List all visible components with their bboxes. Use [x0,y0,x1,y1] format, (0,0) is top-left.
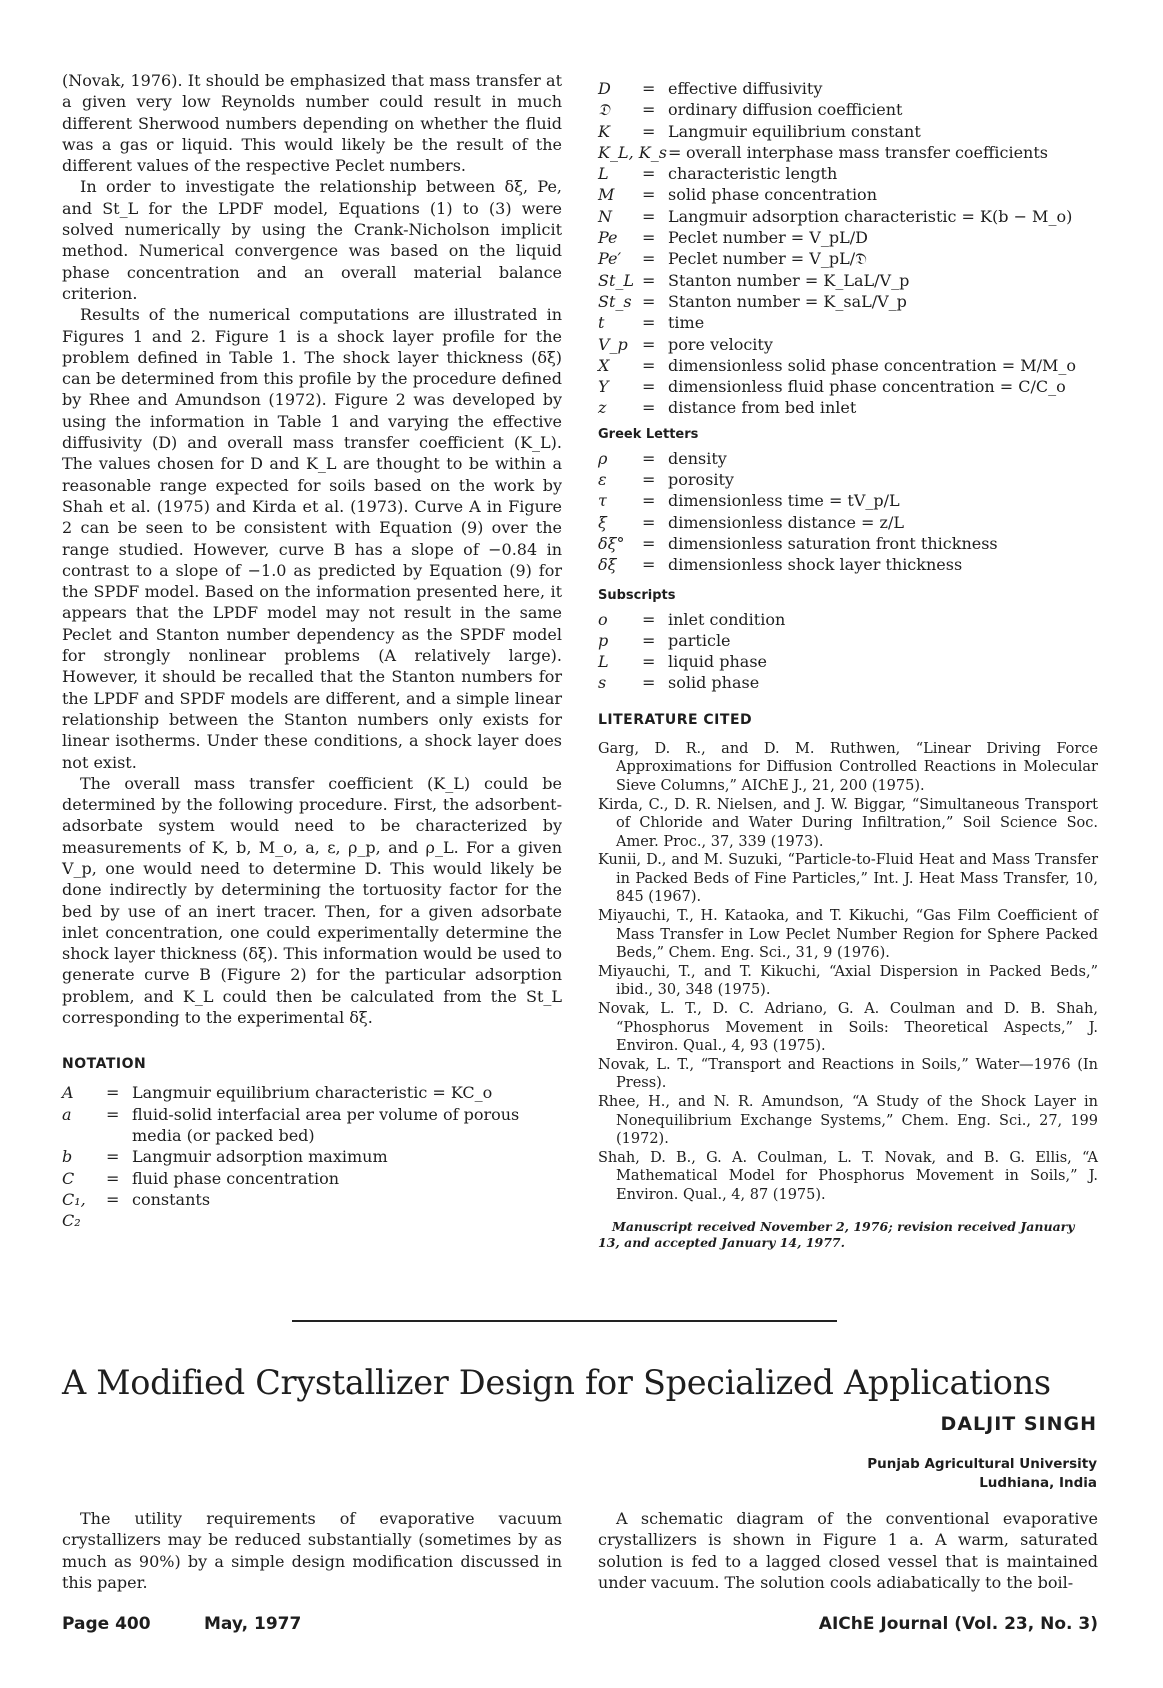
reference-item: Garg, D. R., and D. M. Ruthwen, “Linear Driving Force Approximations for Diffusion Controlled Reactions in Molecular Sieve Columns,” AIChE J., 21, 200 (1975). [598,740,1098,794]
notation-item [598,376,1098,397]
notation-symbol: D [598,79,611,98]
equals-sign: = [642,377,656,397]
affiliation-university: Punjab Agricultural University [867,1456,1097,1472]
notation-item [598,630,1098,651]
notation-item [598,206,1098,227]
notation-definition: effective diffusivity [668,79,823,98]
notation-symbol: p [598,630,609,650]
equals-sign: = [642,533,656,553]
equals-sign: = [642,355,656,375]
notation-item [598,248,1098,269]
notation-symbol: s [598,673,607,693]
notation-item [598,142,1098,163]
notation-item [62,1082,562,1103]
notation-item [598,99,1098,120]
notation-definition: constants [132,1189,211,1209]
equals-sign: = [642,512,656,532]
reference-item: Rhee, H., and N. R. Amundson, “A Study of the Shock Layer in Nonequilibrium Exchange Systems,” Chem. Eng. Sci., 27, 199 (1972). [598,1094,1098,1148]
greek-letters-list [598,448,1098,576]
notation-item [598,227,1098,248]
notation-list-right [598,78,1098,419]
notation-item [598,533,1098,554]
notation-item [62,1146,562,1167]
notation-symbol: Pe′ [598,249,622,269]
notation-item [62,1168,562,1189]
notation-definition: dimensionless shock layer thickness [668,555,963,575]
notation-symbol: δξ° [598,533,625,553]
greek-letters-heading: Greek Letters [598,426,699,442]
notation-symbol: Pe [598,228,618,248]
notation-symbol: t [598,313,605,333]
notation-symbol: C [62,1168,75,1188]
notation-definition: Stanton number = K_LaL/V_p [668,270,910,290]
reference-item: Novak, L. T., “Transport and Reactions in Soils,” Water—1976 (In Press). [598,1056,1098,1092]
notation-symbol: X [598,355,610,375]
equals-sign: = [642,609,656,629]
notation-item [598,121,1098,142]
equals-sign: = [642,673,656,693]
notation-definition: overall interphase mass transfer coefficients [686,142,1048,162]
notation-symbol: δξ [598,555,617,575]
notation-item [598,397,1098,418]
literature-cited-heading: LITERATURE CITED [598,711,753,728]
issue-date: May, 1977 [204,1614,302,1634]
equals-sign: = [642,291,656,311]
notation-item [598,490,1098,511]
notation-item [598,355,1098,376]
notation-item [598,609,1098,630]
reference-item: Kirda, C., D. R. Nielsen, and J. W. Biggar, “Simultaneous Transport of Chloride and Water During Infiltration,” Soil Science Soc. Amer. Proc., 37, 339 (1973). [598,796,1098,850]
reference-item: Novak, L. T., D. C. Adriano, G. A. Coulman and D. B. Shah, “Phosphorus Movement in Soils: Theoretical Aspects,” J. Environ. Qual., 4, 93 (1975). [598,1001,1098,1055]
notation-item [598,163,1098,184]
notation-definition: Stanton number = K_saL/V_p [668,291,907,311]
notation-item [598,184,1098,205]
notation-definition: dimensionless fluid phase concentration = C/C_o [668,377,1066,397]
body-paragraph: In order to investigate the relationship between δξ, Pe, and St_L for the LPDF model, Equations (1) to (3) were solved numerically by using the Crank-Nicholson implicit method. Numerical convergence was based on the liquid phase concentration and an overall material balance criterion. [62,177,562,303]
equals-sign: = [106,1147,120,1167]
equals-sign: = [642,249,656,269]
notation-definition: inlet condition [668,609,786,629]
notation-definition: dimensionless saturation front thickness [668,533,998,553]
subscripts-heading: Subscripts [598,587,676,603]
notation-item [62,1189,562,1232]
notation-definition: solid phase concentration [668,185,877,205]
journal-citation: AIChE Journal (Vol. 23, No. 3) [818,1614,1098,1634]
notation-symbol: Y [598,377,609,397]
equals-sign: = [642,630,656,650]
notation-symbol: L [598,652,609,672]
notation-symbol: ε [598,470,607,490]
manuscript-note: Manuscript received November 2, 1976; revision received January 13, and accepted January 14, 1977. [598,1218,1075,1250]
reference-item: Miyauchi, T., H. Kataoka, and T. Kikuchi, “Gas Film Coefficient of Mass Transfer in Low Peclet Number Region for Sphere Packed Beds,” Chem. Eng. Sci., 31, 9 (1976). [598,908,1098,962]
affiliation-city: Ludhiana, India [979,1475,1097,1491]
notation-definition: dimensionless solid phase concentration = M/M_o [668,355,1077,375]
notation-symbol: τ [598,491,607,511]
notation-definition: fluid phase concentration [132,1168,340,1188]
left-column [62,70,562,1231]
equals-sign: = [642,79,656,98]
notation-symbol: A [62,1083,74,1103]
equals-sign: = [106,1104,120,1124]
notation-item [598,270,1098,291]
equals-sign: = [642,555,656,575]
notation-symbol: K [598,121,610,141]
equals-sign: = [642,448,656,468]
notation-definition: liquid phase [668,652,767,672]
notation-symbol: b [62,1147,73,1167]
equals-sign: = [668,142,682,162]
notation-definition: dimensionless distance = z/L [668,512,904,532]
notation-definition: Langmuir adsorption maximum [132,1147,388,1167]
equals-sign: = [642,228,656,248]
equals-sign: = [642,652,656,672]
notation-definition: Langmuir equilibrium constant [668,121,921,141]
equals-sign: = [642,470,656,490]
notation-item [598,448,1098,469]
notation-definition: pore velocity [668,334,773,354]
notation-symbol: ρ [598,448,608,468]
intro-text: A schematic diagram of the conventional evaporative crystallizers is shown in Figure 1 a. A warm, saturated solution is fed to a lagged closed vessel that is maintained under vacuum. The solution cools adiabatically to the boil- [598,1509,1098,1592]
notation-definition: density [668,448,727,468]
notation-symbol: a [62,1104,72,1124]
page-number: Page 400 [62,1614,151,1634]
right-column [598,78,1098,1251]
notation-item [598,651,1098,672]
author-name: DALJIT SINGH [940,1413,1097,1435]
equals-sign: = [642,185,656,205]
notation-item [598,291,1098,312]
notation-symbol: St_L [598,270,635,290]
equals-sign: = [642,100,656,120]
notation-list-left [62,1082,562,1231]
notation-item [598,334,1098,355]
notation-item [598,469,1098,490]
notation-definition: characteristic length [668,164,838,184]
page-footer [62,1614,1098,1640]
notation-symbol: o [598,609,608,629]
notation-item [598,312,1098,333]
equals-sign: = [642,491,656,511]
notation-symbol: M [598,185,615,205]
notation-definition: Peclet number = V_pL/𝔇 [668,249,867,269]
notation-definition: Peclet number = V_pL/D [668,228,868,248]
notation-definition: ordinary diffusion coefficient [668,100,903,120]
equals-sign: = [642,206,656,226]
notation-definition: particle [668,630,731,650]
notation-symbol: z [598,398,607,418]
notation-item [598,672,1098,693]
notation-definition: Langmuir equilibrium characteristic = KC_o [132,1083,493,1103]
reference-list [598,740,1098,1205]
reference-item: Miyauchi, T., and T. Kikuchi, “Axial Dispersion in Packed Beds,” ibid., 30, 348 (1975). [598,963,1098,999]
reference-item: Shah, D. B., G. A. Coulman, L. T. Novak, and B. G. Ellis, “A Mathematical Model for Phosphorus Movement in Soils,” J. Environ. Qual., 4, 87 (1975). [598,1149,1098,1203]
notation-symbol: K_L, K_s [598,142,667,162]
intro [598,1508,1098,1593]
notation-definition: distance from bed inlet [668,398,857,418]
notation-item [598,78,1098,99]
equals-sign: = [642,334,656,354]
notation-definition: porosity [668,470,734,490]
notation-item [598,554,1098,575]
notation-symbol: 𝔇 [598,100,610,120]
notation-item [62,1104,562,1147]
equals-sign: = [642,398,656,418]
notation-symbol: St_s [598,291,632,311]
equals-sign: = [642,164,656,184]
reference-item: Kunii, D., and M. Suzuki, “Particle-to-Fluid Heat and Mass Transfer in Packed Beds of Fine Particles,” Int. J. Heat Mass Transfer, 10, 845 (1967). [598,852,1098,906]
notation-symbol: N [598,206,612,226]
body-paragraph: (Novak, 1976). It should be emphasized that mass transfer at a given very low Reynolds number could result in much different Sherwood numbers depending on whether the fluid was a gas or liquid. This would likely be the result of the different values of the respective Peclet numbers. [62,71,562,176]
section-divider [292,1320,837,1322]
notation-symbol: ξ [598,512,607,532]
notation-definition: fluid-solid interfacial area per volume of porous media (or packed bed) [132,1104,520,1145]
equals-sign: = [106,1083,120,1103]
article-title: A Modified Crystallizer Design for Specialized Applications [62,1363,1051,1402]
abstract-text: The utility requirements of evaporative vacuum crystallizers may be reduced substantially (sometimes by as much as 90%) by a simple design modification discussed in this paper. [62,1509,562,1592]
body-paragraph: Results of the numerical computations are illustrated in Figures 1 and 2. Figure 1 is a shock layer profile for the problem defined in Table 1. The shock layer thickness (δξ) can be determined from this profile by the procedure defined by Rhee and Amundson (1972). Figure 2 was developed by using the information in Table 1 and varying the effective diffusivity (D) and overall mass transfer coefficient (K_L). The values chosen for D and K_L are thought to be within a reasonable range expected for soils based on the work by Shah et al. (1975) and Kirda et al. (1973). Curve A in Figure 2 can be seen to be consistent with Equation (9) over the range studied. However, curve B has a slope of −0.84 in contrast to a slope of −1.0 as predicted by Equation (9) for the SPDF model. Based on the information presented here, it appears that the LPDF model may not result in the same Peclet and Stanton number dependency as the SPDF model for strongly nonlinear problems (A relatively large). However, it should be recalled that the Stanton numbers for the LPDF and SPDF models are different, and a simple linear relationship between the Stanton numbers only exists for linear isotherms. Under these conditions, a shock layer does not exist. [62,305,562,772]
notation-item [598,512,1098,533]
subscripts-list [598,609,1098,694]
equals-sign: = [642,121,656,141]
body-paragraph: The overall mass transfer coefficient (K_L) could be determined by the following procedure. First, the adsorbent-adsorbate system would need to be characterized by measurements of K, b, M_o, a, ε, ρ_p, and ρ_L. For a given V_p, one would need to determine D. This would likely be done indirectly by determining the tortuosity factor for the bed by use of an inert tracer. Then, for a given adsorbate inlet concentration, one could experimentally determine the shock layer thickness (δξ). This information would be used to generate curve B (Figure 2) for the particular adsorption problem, and K_L could then be calculated from the St_L corresponding to the experimental δξ. [62,773,562,1028]
equals-sign: = [106,1189,120,1209]
equals-sign: = [642,270,656,290]
notation-symbol: L [598,164,609,184]
notation-definition: solid phase [668,673,760,693]
notation-heading: NOTATION [62,1056,147,1073]
author-affiliation [867,1455,1097,1493]
notation-definition: dimensionless time = tV_p/L [668,491,900,511]
notation-symbol: C₁, C₂ [62,1189,86,1231]
abstract [62,1508,562,1593]
notation-definition: time [668,313,705,333]
notation-definition: Langmuir adsorption characteristic = K(b − M_o) [668,206,1073,226]
equals-sign: = [642,313,656,333]
notation-symbol: V_p [598,334,628,354]
equals-sign: = [106,1168,120,1188]
